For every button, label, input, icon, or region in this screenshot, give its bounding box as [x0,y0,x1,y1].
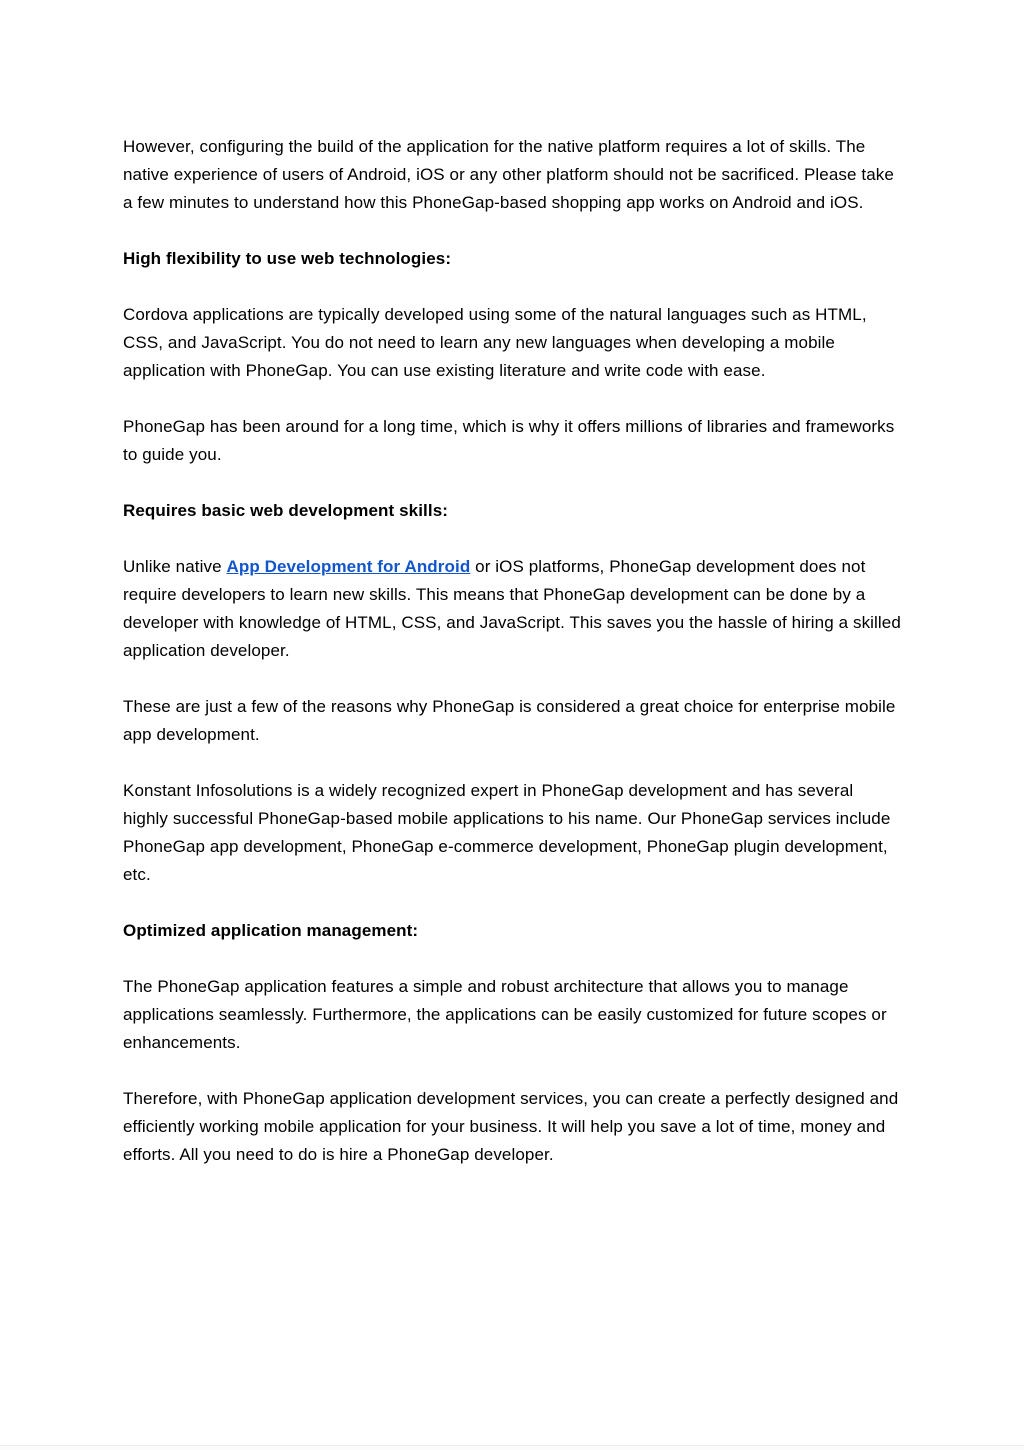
paragraph-phonegap-libraries: PhoneGap has been around for a long time, which is why it offers millions of libraries and frameworks to guide you. [123,417,895,464]
heading-basic-web-skills: Requires basic web development skills: [123,501,449,520]
viewer-background-strip [0,1446,1024,1450]
paragraph-unlike-native [123,553,903,665]
paragraph-therefore: Therefore, with PhoneGap application development services, you can create a perfectly designed and efficiently working mobile application for your business. It will help you save a lot of time, money and efforts. All you need to do is hire a PhoneGap developer. [123,1089,899,1164]
paragraph-konstant: Konstant Infosolutions is a widely recognized expert in PhoneGap development and has several highly successful PhoneGap-based mobile applications to his name. Our PhoneGap services include PhoneGap app development, PhoneGap e-commerce development, PhoneGap plugin development, etc. [123,781,891,884]
paragraph-reasons: These are just a few of the reasons why PhoneGap is considered a great choice for enterprise mobile app development. [123,697,896,744]
app-development-for-android-link[interactable]: App Development for Android [226,557,471,576]
heading-high-flexibility: High flexibility to use web technologies: [123,249,452,268]
heading-optimized-management: Optimized application management: [123,921,419,940]
paragraph-cordova: Cordova applications are typically developed using some of the natural languages such as HTML, CSS, and JavaScript. You do not need to learn any new languages when developing a mobile application with PhoneGap. You can use existing literature and write code with ease. [123,305,867,380]
paragraph-text-before-link: Unlike native [123,557,227,576]
document-body [123,133,903,1169]
paragraph-intro: However, configuring the build of the application for the native platform requires a lot of skills. The native experience of users of Android, iOS or any other platform should not be sacrificed. Please take a few minutes to understand how this PhoneGap-based shopping app works on Android and iOS. [123,137,894,212]
paragraph-text-after-link: or iOS platforms, PhoneGap development does not require developers to learn new skills. This means that PhoneGap development can be done by a developer with knowledge of HTML, CSS, and JavaScript. This saves you the hassle of hiring a skilled application developer. [123,557,901,660]
paragraph-architecture: The PhoneGap application features a simple and robust architecture that allows you to manage applications seamlessly. Furthermore, the applications can be easily customized for future scopes or enhancements. [123,977,887,1052]
